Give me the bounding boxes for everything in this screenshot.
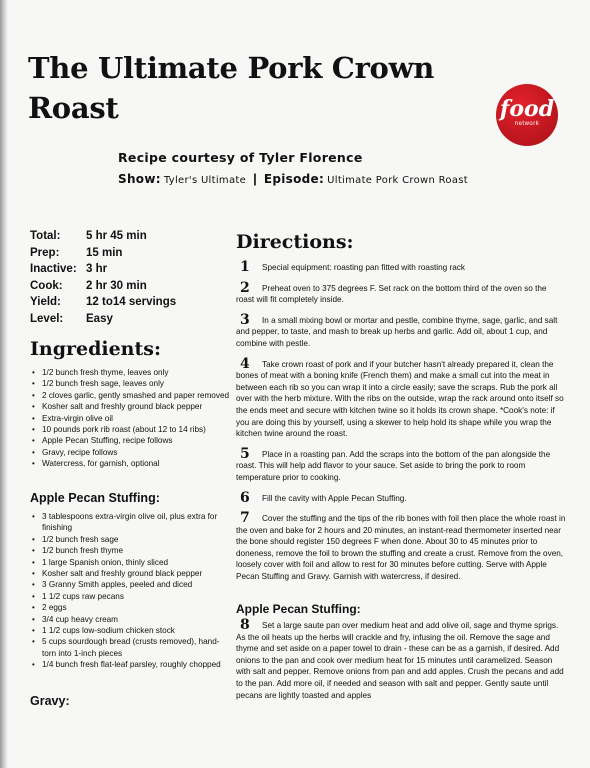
ingredient-item: • Watercress, for garnish, optional [32,458,232,469]
recipe-courtesy: Recipe courtesy of Tyler Florence [118,150,363,165]
page-scan-edge [0,0,8,768]
step-text: Preheat oven to 375 degrees F. Set rack on the bottom third of the oven so the roast will fit completely inside. [236,283,547,305]
ingredient-item: • 2 cloves garlic, gently smashed and paper removed [32,390,232,401]
ingredient-item: • 1/2 bunch fresh thyme, leaves only [32,367,232,378]
direction-step [236,489,566,506]
step-text: Cover the stuffing and the tips of the rib bones with foil then place the whole roast in the oven and bake for 2 hours and 20 minutes, an instant-read thermometer inserted near the bone should register 150 degrees F when done. About 30 to 45 minutes prior to doneness, remove the foil to brown the stuffing and create a crust. Remove from the oven, loosely cover with foil and allow to rest for 30 minutes before cutting. Serve with Apple Pecan Stuffing and Gravy. Garnish with watercress, if desired. [236,514,566,582]
show-episode-line [118,171,468,186]
show-label: Show: [118,172,161,186]
info-key: Inactive: [30,263,77,276]
direction-step [236,355,566,440]
ingredient-item: • 1/2 bunch fresh sage [32,534,232,545]
logo-subword: network [514,121,540,127]
info-value: 12 to14 servings [86,296,177,309]
logo-word: food [499,96,555,122]
ingredient-item: • 1/4 bunch fresh flat-leaf parsley, roughly chopped [32,659,232,670]
info-row-yield [30,296,176,313]
step-text: Take crown roast of pork and if your butcher hasn't already prepared it, clean the bones of meat with a boning knife (French them) and make a small cut into the meat in between each rib so you can wrap it into a circle easily; save the scraps. Rub the pork all over with the herb mixture. With the ribs on the outside, wrap the rack around onto itself so the ends meet and secure with kitchen twine so it holds its crown shape. *Cook's note: if you are doing this by yourself, using a skewer to help hold its shape while you wrap the kitchen twine around the roast. [236,359,564,439]
ingredient-item: • 10 pounds pork rib roast (about 12 to 14 ribs) [32,424,232,435]
episode-value: Ultimate Pork Crown Roast [327,175,468,186]
step-text: Place in a roasting pan. Add the scraps into the bottom of the pan alongside the roast. This will help add flavor to your sauce. Set aside to bring the pork to room temperature prior to cooking. [236,449,551,482]
direction-step [236,617,566,701]
step-number: 6 [240,489,250,506]
stuffing-ingredients-list [32,511,232,671]
info-row-level [30,313,176,330]
directions-steps [236,259,566,583]
show-separator: | [253,171,257,186]
ingredient-item: • 5 cups sourdough bread (crusts removed), hand-torn into 1-inch pieces [32,636,232,659]
info-value: 2 hr 30 min [86,279,147,292]
ingredient-item: • Kosher salt and freshly ground black pepper [32,568,232,579]
show-value: Tyler's Ultimate [163,175,247,186]
ingredient-item: • Kosher salt and freshly ground black pepper [32,401,232,412]
info-row-prep [30,247,176,264]
direction-step [236,279,566,306]
ingredients-list [32,367,232,470]
info-value: 3 hr [86,263,108,276]
info-value: 15 min [86,246,123,259]
info-key: Prep: [30,246,60,259]
ingredient-item: • Apple Pecan Stuffing, recipe follows [32,435,232,446]
direction-step [236,445,566,484]
ingredients-heading: Ingredients: [30,338,161,360]
ingredient-item: • 3 tablespoons extra-virgin olive oil, plus extra for finishing [32,511,232,534]
info-key: Total: [30,230,61,242]
ingredient-item: • Gravy, recipe follows [32,447,232,458]
ingredient-item: • 2 eggs [32,602,232,613]
step-number: 1 [240,259,250,275]
info-key: Level: [30,312,64,325]
episode-label: Episode: [263,172,325,186]
step-text: In a small mixing bowl or mortar and pestle, combine thyme, sage, garlic, and salt and pepper, to taste, and mash to break up herbs and garlic. Add oil, about 1 cup, and combine with pestle. [236,315,558,348]
recipe-info-table [30,230,176,330]
step-text: Special equipment: roasting pan fitted with roasting rack [262,263,465,272]
step-number: 3 [240,311,250,328]
stuffing-ingredients-heading: Apple Pecan Stuffing: [30,491,160,505]
ingredient-item: • 3/4 cup heavy cream [32,614,232,625]
info-row-cook [30,280,176,297]
step-number: 7 [240,510,250,527]
directions-heading: Directions: [236,231,354,253]
info-value: 5 hr 45 min [86,230,147,242]
direction-step [236,510,566,583]
step-number: 4 [240,355,250,372]
step-number: 8 [240,617,250,633]
ingredient-item: • 1/2 bunch fresh sage, leaves only [32,378,232,389]
food-network-logo [496,84,558,146]
gravy-heading: Gravy: [30,694,70,708]
info-row-total [30,230,176,247]
stuffing-directions-heading: Apple Pecan Stuffing: [236,602,361,616]
info-value: Easy [86,312,113,325]
ingredient-item: • 1/2 bunch fresh thyme [32,545,232,556]
ingredient-item: • 3 Granny Smith apples, peeled and diced [32,579,232,590]
ingredient-item: • Extra-virgin olive oil [32,413,232,424]
step-number: 5 [240,445,250,462]
ingredient-item: • 1 1/2 cups low-sodium chicken stock [32,625,232,636]
info-key: Yield: [30,296,61,309]
recipe-title: The Ultimate Pork Crown Roast [28,51,435,125]
step-number: 2 [240,279,250,296]
ingredient-item: • 1 1/2 cups raw pecans [32,591,232,602]
stuffing-directions-steps [236,617,566,701]
step-text: Set a large saute pan over medium heat and add olive oil, sage and thyme sprigs. As the oil heats up the herbs will crackle and fry, infusing the oil. Remove the sage and thyme and set aside on a paper towel to drain - these can be as a garnish, if desired. Add onions to the pan and cook over medium heat for 15 minutes until caramelized. Season with salt and pepper. Remove onions from pan and add apples. Crush the pecans and add to the pan. Add more oil, if needed and season with salt and pepper. Gently saute until pecans are lightly toasted and apples [236,621,564,700]
step-text: Fill the cavity with Apple Pecan Stuffing. [262,493,407,503]
info-row-inactive [30,263,176,280]
direction-step [236,311,566,350]
ingredient-item: • 1 large Spanish onion, thinly sliced [32,557,232,568]
direction-step [236,259,566,275]
info-key: Cook: [30,279,63,292]
